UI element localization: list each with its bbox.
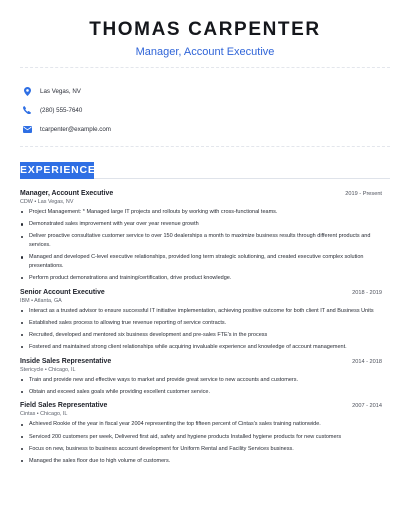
job-bullet: Achieved Rookie of the year in fiscal year 2004 representing the top fifteen percent of Cintas's sales training nationwide. xyxy=(20,420,382,429)
job-header xyxy=(20,190,382,197)
location-pin-icon xyxy=(22,86,32,96)
job-entry xyxy=(20,289,382,352)
job-bullet: Fostered and maintained strong client relationships while acquiring invaluable experience and knowledge of account management. xyxy=(20,343,382,352)
candidate-title: Manager, Account Executive xyxy=(135,46,275,58)
job-company: Cintas • Chicago, IL xyxy=(20,411,68,418)
phone-icon xyxy=(22,105,32,115)
contact-email xyxy=(22,120,111,138)
job-entry xyxy=(20,190,382,283)
job-bullet: Perform product demonstrations and training/certification, drive product knowledge. xyxy=(20,274,382,283)
job-bullet: Train and provide new and effective ways to market and provide great service to new accounts and customers. xyxy=(20,376,382,385)
contact-divider xyxy=(20,146,390,147)
job-bullet: Interact as a trusted advisor to ensure successful IT initiative implementation, achieving positive outcome for both client IT and Business Units xyxy=(20,307,382,316)
job-dates: 2007 - 2014 xyxy=(352,403,382,410)
email-icon xyxy=(22,124,32,134)
job-bullet: Managed and developed C-level executive relationships, provided long term strategic solutioning, and created executive complex solution presentations. xyxy=(20,253,382,270)
job-bullet: Obtain and exceed sales goals while providing excellent customer service. xyxy=(20,388,382,397)
job-bullet: Project Management: * Managed large IT projects and rollouts by working with cross-functional teams. xyxy=(20,208,382,217)
job-company: Stericycle • Chicago, IL xyxy=(20,366,76,373)
job-role: Inside Sales Representative xyxy=(20,357,112,365)
job-role: Field Sales Representative xyxy=(20,402,108,410)
job-dates: 2014 - 2018 xyxy=(352,358,382,365)
contact-block xyxy=(22,82,111,140)
job-entry xyxy=(20,402,382,465)
job-bullet: Managed the sales floor due to high volume of customers. xyxy=(20,457,382,466)
job-bullet: Serviced 200 customers per week, Delivered first aid, safety and hygiene products Installed hygiene products for new customers xyxy=(20,433,382,442)
location-text: Las Vegas, NV xyxy=(40,87,81,95)
job-bullet: Focus on new, business to business account development for Uniform Rental and Facility Services business. xyxy=(20,445,382,454)
phone-text: (280) 555-7640 xyxy=(40,106,83,114)
job-company: IBM • Atlanta, GA xyxy=(20,297,62,304)
contact-location xyxy=(22,82,111,100)
job-entry xyxy=(20,358,382,397)
contact-phone xyxy=(22,101,111,119)
job-bullets xyxy=(20,420,382,465)
job-bullets xyxy=(20,376,382,397)
job-company: CDW • Las Vegas, NV xyxy=(20,199,74,205)
header-divider xyxy=(20,67,390,68)
experience-list xyxy=(20,190,382,472)
resume-header xyxy=(0,0,410,59)
job-role: Manager, Account Executive xyxy=(20,190,114,197)
job-role: Senior Account Executive xyxy=(20,288,105,296)
job-bullets xyxy=(20,307,382,352)
job-header xyxy=(20,402,382,409)
job-dates: 2019 - Present xyxy=(345,191,382,197)
experience-section-rule xyxy=(94,178,390,179)
candidate-name: THOMAS CARPENTER xyxy=(89,19,321,40)
job-header xyxy=(20,358,382,365)
job-dates: 2018 - 2019 xyxy=(352,289,382,296)
email-link[interactable]: tcarpenter@example.com xyxy=(40,125,111,133)
job-bullet: Demonstrated sales improvement with year over year revenue growth xyxy=(20,220,382,229)
job-bullet: Deliver proactive consultative customer service to over 150 dealerships a month to maximize business results through different products and services. xyxy=(20,232,382,249)
job-bullet: Established sales process to allowing true revenue reporting of service contracts. xyxy=(20,319,382,328)
job-bullets xyxy=(20,208,382,283)
experience-section-heading: EXPERIENCE xyxy=(20,162,94,179)
job-header xyxy=(20,289,382,296)
job-bullet: Recruited, developed and mentored six business development and pre-sales FTE's in the process xyxy=(20,331,382,340)
